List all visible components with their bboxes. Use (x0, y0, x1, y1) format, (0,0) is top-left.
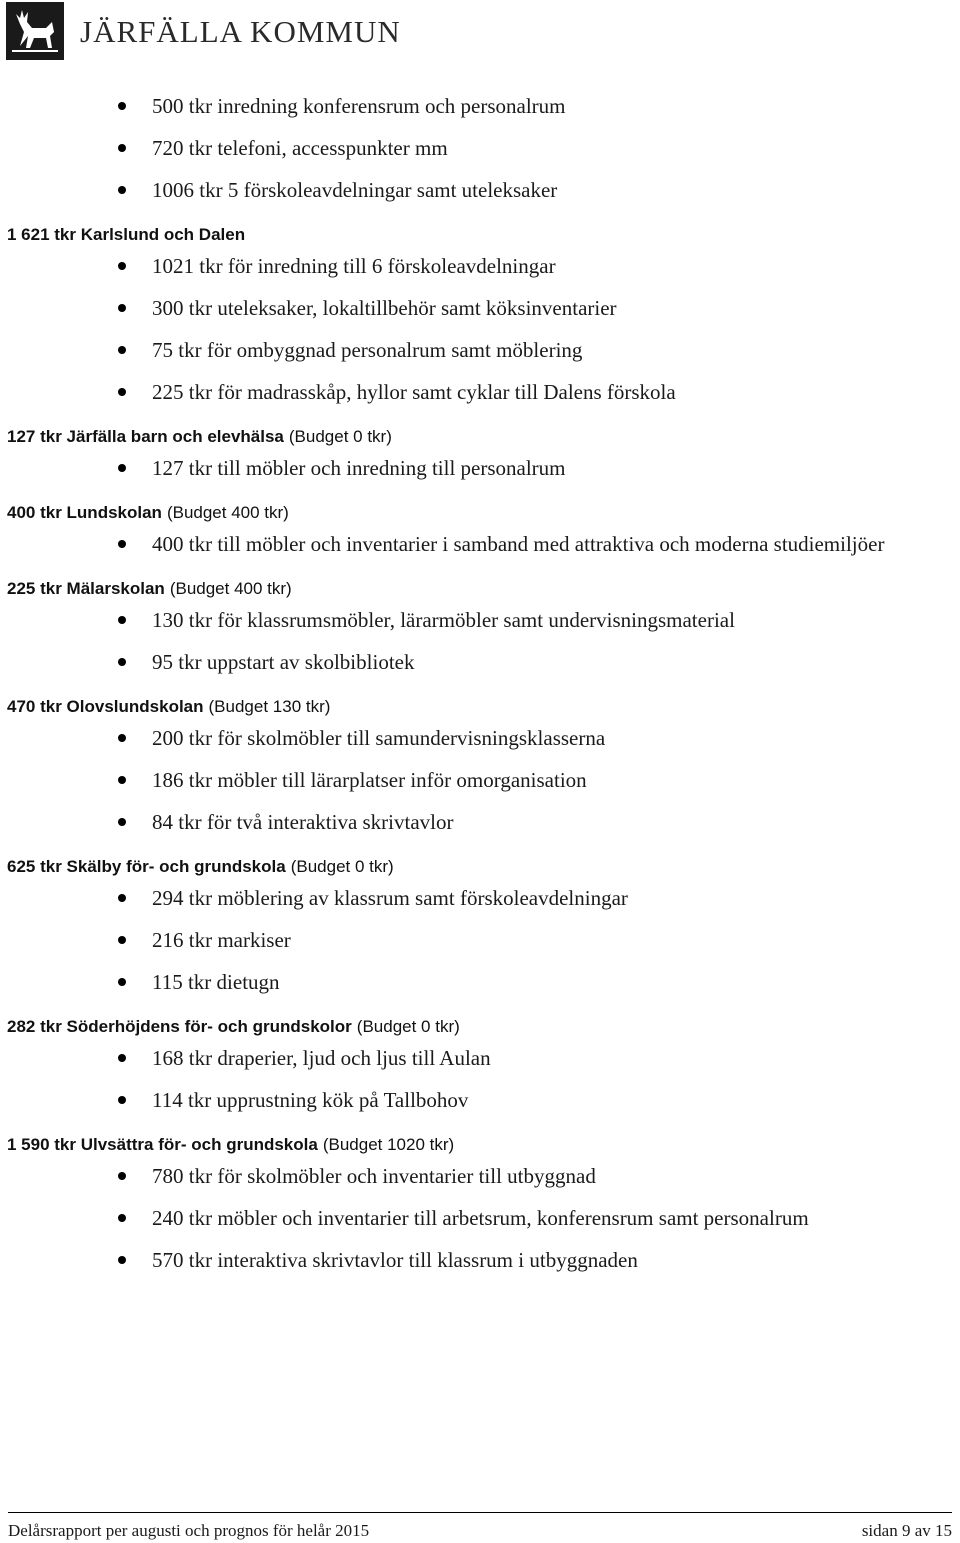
section-heading: 1 621 tkr Karlslund och Dalen (7, 225, 246, 244)
section-list (0, 252, 960, 406)
list-item: 400 tkr till möbler och inventarier i samband med attraktiva och moderna studiemiljöer (0, 530, 960, 558)
section-heading: 282 tkr Söderhöjdens för- och grundskolor (Budget 0 tkr) (7, 1017, 460, 1036)
deer-icon (6, 2, 64, 60)
list-item: 84 tkr för två interaktiva skrivtavlor (0, 808, 960, 836)
section-list (0, 1044, 960, 1114)
list-item: 114 tkr upprustning kök på Tallbohov (0, 1086, 960, 1114)
bullet-icon (118, 102, 126, 110)
list-item: 500 tkr inredning konferensrum och personalrum (0, 92, 960, 120)
list-item: 1021 tkr för inredning till 6 förskoleavdelningar (0, 252, 960, 280)
bullet-icon (118, 464, 126, 472)
list-item: 780 tkr för skolmöbler och inventarier till utbyggnad (0, 1162, 960, 1190)
section-heading: 470 tkr Olovslundskolan (Budget 130 tkr) (7, 697, 331, 716)
section-elevhalsa (0, 420, 960, 482)
intro-list (0, 92, 960, 204)
bullet-icon (118, 734, 126, 742)
bullet-icon (118, 658, 126, 666)
section-karlslund (0, 218, 960, 406)
section-list (0, 454, 960, 482)
list-item: 216 tkr markiser (0, 926, 960, 954)
bullet-icon (118, 776, 126, 784)
bullet-icon (118, 1172, 126, 1180)
list-item: 127 tkr till möbler och inredning till personalrum (0, 454, 960, 482)
section-heading: 1 590 tkr Ulvsättra för- och grundskola (Budget 1020 tkr) (7, 1135, 455, 1154)
list-item: 200 tkr för skolmöbler till samundervisningsklasserna (0, 724, 960, 752)
section-list (0, 724, 960, 836)
list-item: 75 tkr för ombyggnad personalrum samt möblering (0, 336, 960, 364)
bullet-icon (118, 818, 126, 826)
organization-name: JÄRFÄLLA KOMMUN (80, 13, 401, 49)
bullet-icon (118, 186, 126, 194)
bullet-icon (118, 894, 126, 902)
footer-report-title: Delårsrapport per augusti och prognos för helår 2015 (8, 1521, 370, 1540)
list-item: 1006 tkr 5 förskoleavdelningar samt uteleksaker (0, 176, 960, 204)
bullet-icon (118, 144, 126, 152)
list-item: 225 tkr för madrasskåp, hyllor samt cyklar till Dalens förskola (0, 378, 960, 406)
bullet-icon (118, 978, 126, 986)
section-list (0, 530, 960, 558)
bullet-icon (118, 304, 126, 312)
list-item: 240 tkr möbler och inventarier till arbetsrum, konferensrum samt personalrum (0, 1204, 960, 1232)
section-olovslundskolan (0, 690, 960, 836)
bullet-icon (118, 616, 126, 624)
list-item: 130 tkr för klassrumsmöbler, lärarmöbler samt undervisningsmaterial (0, 606, 960, 634)
list-item: 95 tkr uppstart av skolbibliotek (0, 648, 960, 676)
section-heading: 225 tkr Mälarskolan (Budget 400 tkr) (7, 579, 292, 598)
section-ulvsattra (0, 1128, 960, 1274)
list-item: 294 tkr möblering av klassrum samt förskoleavdelningar (0, 884, 960, 912)
section-lundskolan (0, 496, 960, 558)
section-heading: 400 tkr Lundskolan (Budget 400 tkr) (7, 503, 289, 522)
section-malarskolan (0, 572, 960, 676)
list-item: 720 tkr telefoni, accesspunkter mm (0, 134, 960, 162)
section-heading: 625 tkr Skälby för- och grundskola (Budget 0 tkr) (7, 857, 394, 876)
page-header (6, 0, 401, 62)
section-heading: 127 tkr Järfälla barn och elevhälsa (Budget 0 tkr) (7, 427, 392, 446)
bullet-icon (118, 1214, 126, 1222)
page-number: sidan 9 av 15 (861, 1521, 952, 1540)
list-item: 300 tkr uteleksaker, lokaltillbehör samt köksinventarier (0, 294, 960, 322)
list-item: 168 tkr draperier, ljud och ljus till Aulan (0, 1044, 960, 1072)
bullet-icon (118, 1096, 126, 1104)
page-footer (8, 1512, 952, 1543)
document-body (0, 92, 960, 1288)
section-skalby (0, 850, 960, 996)
bullet-icon (118, 1256, 126, 1264)
bullet-icon (118, 262, 126, 270)
bullet-icon (118, 346, 126, 354)
list-item: 186 tkr möbler till lärarplatser inför omorganisation (0, 766, 960, 794)
section-list (0, 1162, 960, 1274)
bullet-icon (118, 540, 126, 548)
bullet-icon (118, 936, 126, 944)
list-item: 570 tkr interaktiva skrivtavlor till klassrum i utbyggnaden (0, 1246, 960, 1274)
section-list (0, 606, 960, 676)
bullet-icon (118, 1054, 126, 1062)
section-soderhojden (0, 1010, 960, 1114)
section-list (0, 884, 960, 996)
list-item: 115 tkr dietugn (0, 968, 960, 996)
bullet-icon (118, 388, 126, 396)
